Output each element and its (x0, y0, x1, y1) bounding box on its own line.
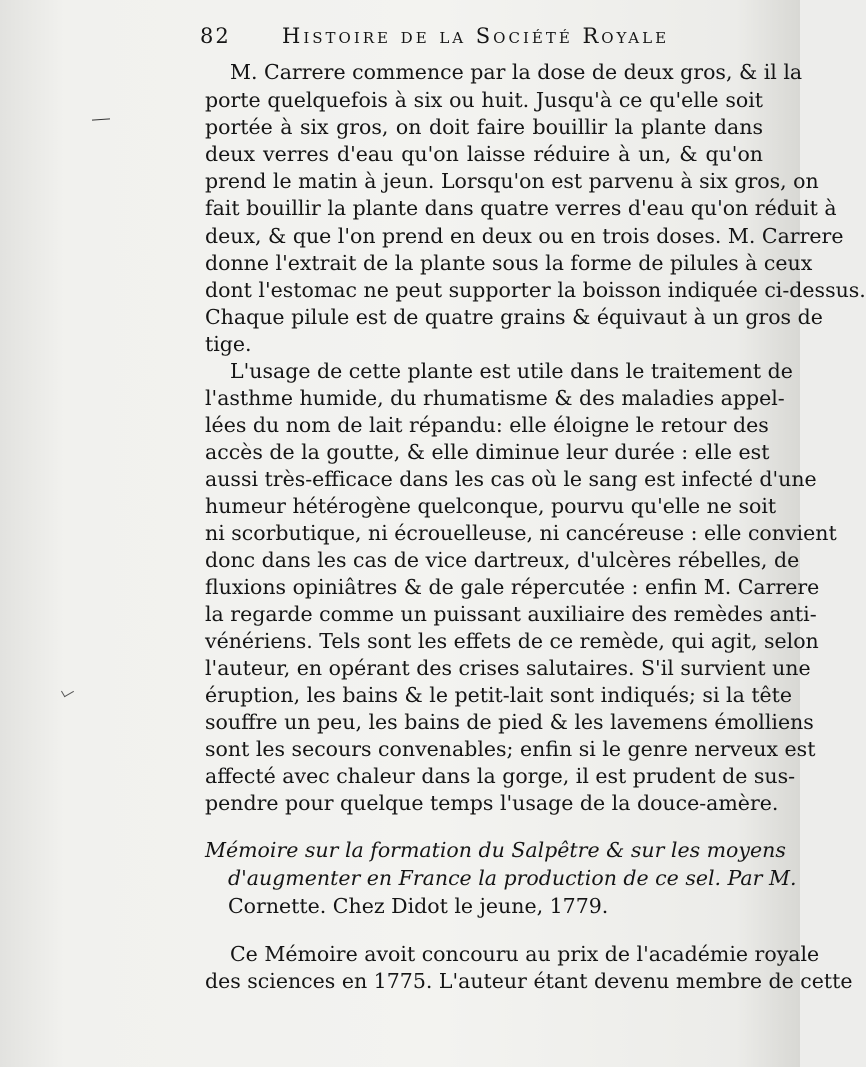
text-line: fait bouillir la plante dans quatre verres d'eau qu'on réduit à (205, 196, 837, 220)
text-line: portée à six gros, on doit faire bouillir la plante dans (205, 115, 763, 139)
page-number: 82 (200, 24, 231, 48)
text-line: tige. (205, 332, 252, 356)
text-line: humeur hétérogène quelconque, pourvu qu'elle ne soit (205, 494, 777, 518)
text-line: l'auteur, en opérant des crises salutaires. S'il survient une (205, 656, 811, 680)
text-line: affecté avec chaleur dans la gorge, il est prudent de sus- (205, 764, 796, 788)
text-line: porte quelquefois à six ou huit. Jusqu'à ce qu'elle soit (205, 88, 763, 112)
text-line: la regarde comme un puissant auxiliaire des remèdes anti- (205, 602, 817, 626)
text-line: souffre un peu, les bains de pied & les lavemens émolliens (205, 710, 814, 734)
text-line: sont les secours convenables; enfin si le genre nerveux est (205, 737, 816, 761)
entry-title-line: Cornette. Chez Didot le jeune, 1779. (228, 894, 609, 918)
text-line: vénériens. Tels sont les effets de ce remède, qui agit, selon (205, 629, 819, 653)
text-line: deux verres d'eau qu'on laisse réduire à un, & qu'on (205, 142, 763, 166)
text-line: Chaque pilule est de quatre grains & équivaut à un gros de (205, 305, 823, 329)
text-line: M. Carrere commence par la dose de deux gros, & il la (230, 60, 803, 84)
text-line: l'asthme humide, du rhumatisme & des maladies appel- (205, 386, 785, 410)
text-line: éruption, les bains & le petit-lait sont indiqués; si la tête (205, 683, 793, 707)
text-line: pendre pour quelque temps l'usage de la douce-amère. (205, 791, 779, 815)
text-line: deux, & que l'on prend en deux ou en trois doses. M. Carrere (205, 224, 844, 248)
text-line: aussi très-efficace dans les cas où le sang est infecté d'une (205, 467, 817, 491)
text-line: prend le matin à jeun. Lorsqu'on est parvenu à six gros, on (205, 169, 819, 193)
text-line: des sciences en 1775. L'auteur étant devenu membre de cette (205, 969, 853, 993)
text-line: dont l'estomac ne peut supporter la boisson indiquée ci-dessus. (205, 278, 866, 302)
text-line: donc dans les cas de vice dartreux, d'ulcères rébelles, de (205, 548, 800, 572)
page-header (200, 24, 780, 54)
text-line: fluxions opiniâtres & de gale répercutée : enfin M. Carrere (205, 575, 820, 599)
margin-dash-mark (92, 118, 110, 120)
text-line: accès de la goutte, & elle diminue leur durée : elle est (205, 440, 770, 464)
text-line: lées du nom de lait répandu: elle éloigne le retour des (205, 413, 769, 437)
running-head: Histoire de la Société Royale (282, 24, 670, 48)
text-line: ni scorbutique, ni écrouelleuse, ni cancéreuse : elle convient (205, 521, 837, 545)
margin-tick-mark (61, 686, 74, 698)
entry-title-line: d'augmenter en France la production de ce sel. Par M. (228, 866, 797, 890)
text-line: donne l'extrait de la plante sous la forme de pilules à ceux (205, 251, 813, 275)
text-line: Ce Mémoire avoit concouru au prix de l'académie royale (230, 942, 820, 966)
text-line: L'usage de cette plante est utile dans le traitement de (230, 359, 793, 383)
entry-title-line: Mémoire sur la formation du Salpêtre & sur les moyens (205, 838, 786, 862)
